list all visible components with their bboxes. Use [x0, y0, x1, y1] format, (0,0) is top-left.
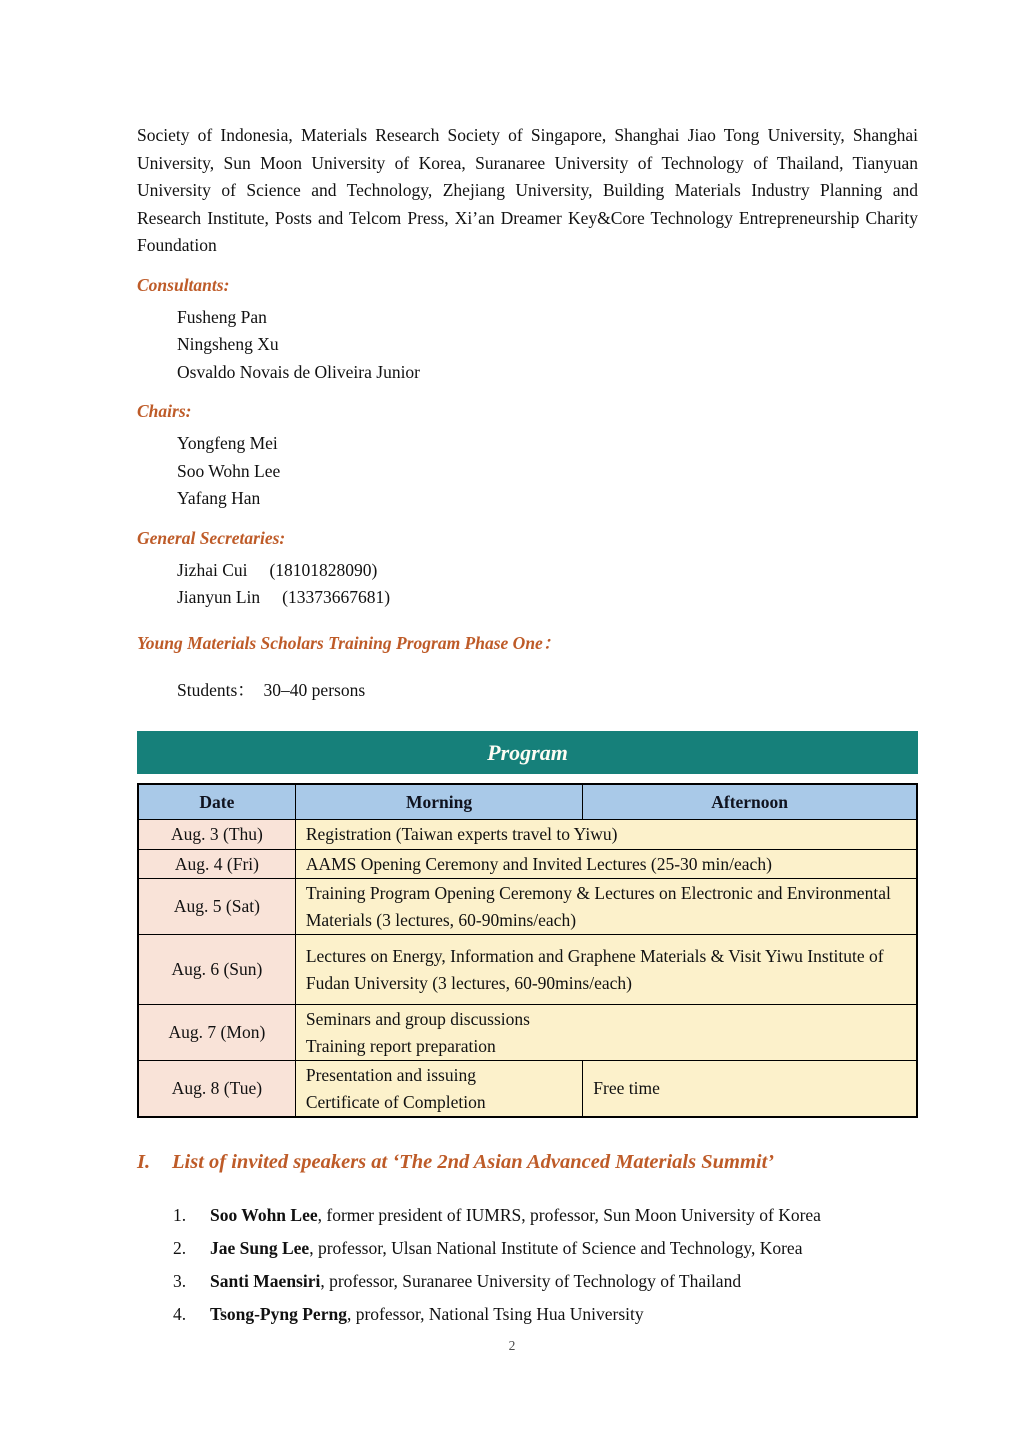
chairs-heading: Chairs: — [137, 401, 192, 421]
activity-line: Certificate of Completion — [305, 1091, 486, 1112]
table-row — [138, 935, 917, 1005]
morning-cell — [295, 1061, 582, 1118]
secretary-entry — [137, 584, 918, 612]
section-numeral: I. — [137, 1151, 151, 1173]
speaker-affiliation: , professor, Ulsan National Institute of Science and Technology, Korea — [309, 1238, 803, 1258]
activity-cell: AAMS Opening Ceremony and Invited Lectures (25-30 min/each) — [295, 849, 917, 879]
activity-line: Training report preparation — [305, 1035, 496, 1056]
date-cell: Aug. 3 (Thu) — [138, 820, 295, 850]
speaker-affiliation: , professor, National Tsing Hua University — [346, 1304, 644, 1324]
chair-name: Yafang Han — [177, 488, 261, 508]
item-number: 4. — [173, 1304, 187, 1324]
speaker-entry — [210, 1199, 918, 1232]
intro-paragraph: Society of Indonesia, Materials Research Society of Singapore, Shanghai Jiao Tong University, Shanghai University, Sun Moon University of Korea, Suranaree University of Technology of Thailand, Tianyuan University of Science and Technology, Zhejiang University, Building Materials Industry Planning and Research Institute, Posts and Telcom Press, Xi’an Dreamer Key&Core Technology Entrepreneurship Charity Foundation — [137, 125, 918, 255]
chair-name: Soo Wohn Lee — [177, 460, 281, 481]
list-item — [137, 1232, 918, 1265]
speaker-entry — [210, 1265, 918, 1298]
consultants-list — [137, 304, 918, 387]
program-table — [137, 783, 918, 1119]
list-item — [137, 1199, 918, 1232]
speaker-entry — [210, 1232, 918, 1265]
consultant-name: Osvaldo Novais de Oliveira Junior — [177, 361, 421, 382]
speaker-name: Tsong-Pyng Perng — [210, 1304, 347, 1324]
general-secretaries-heading: General Secretaries: — [137, 527, 286, 548]
activity-cell: Lectures on Energy, Information and Graphene Materials & Visit Yiwu Institute of Fudan University (3 lectures, 60-90mins/each) — [295, 935, 917, 1005]
table-row — [138, 820, 917, 850]
activity-line: Seminars and group discussions — [305, 1009, 530, 1029]
consultants-heading: Consultants: — [137, 274, 230, 295]
activity-cell — [295, 1005, 917, 1061]
activity-cell: Training Program Opening Ceremony & Lectures on Electronic and Environmental Materials (3 lectures, 60-90mins/each) — [295, 879, 917, 935]
column-header-morning: Morning — [295, 784, 582, 820]
table-header-row — [138, 784, 917, 820]
activity-cell: Registration (Taiwan experts travel to Yiwu) — [295, 820, 917, 850]
table-row — [138, 1061, 917, 1118]
list-item — [137, 1265, 918, 1298]
section-title: List of invited speakers at ‘The 2nd Asian Advanced Materials Summit’ — [172, 1151, 775, 1173]
page-number: 2 — [508, 1338, 516, 1353]
speakers-list — [137, 1199, 918, 1331]
column-header-afternoon: Afternoon — [583, 784, 917, 820]
date-cell: Aug. 8 (Tue) — [138, 1061, 295, 1118]
afternoon-cell: Free time — [583, 1061, 917, 1118]
secretary-phone: (18101828090) — [269, 559, 378, 580]
table-row — [138, 1005, 917, 1061]
chairs-list — [137, 430, 918, 513]
date-cell: Aug. 4 (Fri) — [138, 849, 295, 879]
item-number: 3. — [173, 1271, 187, 1291]
speaker-name: Santi Maensiri — [210, 1271, 321, 1291]
secretary-phone: (13373667681) — [282, 587, 391, 607]
students-label: Students： — [177, 679, 255, 700]
date-cell: Aug. 6 (Sun) — [138, 935, 295, 1005]
students-value: 30–40 persons — [263, 679, 366, 700]
date-cell: Aug. 5 (Sat) — [138, 879, 295, 935]
speaker-name: Soo Wohn Lee — [210, 1205, 318, 1225]
speaker-affiliation: , former president of IUMRS, professor, Sun Moon University of Korea — [317, 1205, 821, 1225]
consultant-name: Fusheng Pan — [177, 306, 267, 327]
item-number: 2. — [173, 1238, 187, 1258]
general-secretaries-list — [137, 557, 918, 612]
column-header-date: Date — [138, 784, 295, 820]
secretary-entry — [137, 557, 918, 585]
consultant-name: Ningsheng Xu — [177, 334, 279, 354]
secretary-name: Jizhai Cui — [177, 559, 248, 580]
secretary-name: Jianyun Lin — [177, 587, 261, 607]
speaker-name: Jae Sung Lee — [210, 1238, 310, 1258]
speakers-section-heading — [137, 1149, 918, 1175]
chair-name: Yongfeng Mei — [177, 433, 278, 453]
training-program-heading: Young Materials Scholars Training Program Phase One： — [137, 632, 561, 653]
students-line — [137, 677, 918, 702]
date-cell: Aug. 7 (Mon) — [138, 1005, 295, 1061]
speaker-affiliation: , professor, Suranaree University of Technology of Thailand — [320, 1271, 742, 1291]
speaker-entry — [210, 1298, 918, 1331]
list-item — [137, 1298, 918, 1331]
table-row — [138, 879, 917, 935]
activity-line: Presentation and issuing — [305, 1065, 476, 1085]
table-row — [138, 849, 917, 879]
program-table-title: Program — [137, 731, 918, 774]
item-number: 1. — [173, 1205, 187, 1225]
